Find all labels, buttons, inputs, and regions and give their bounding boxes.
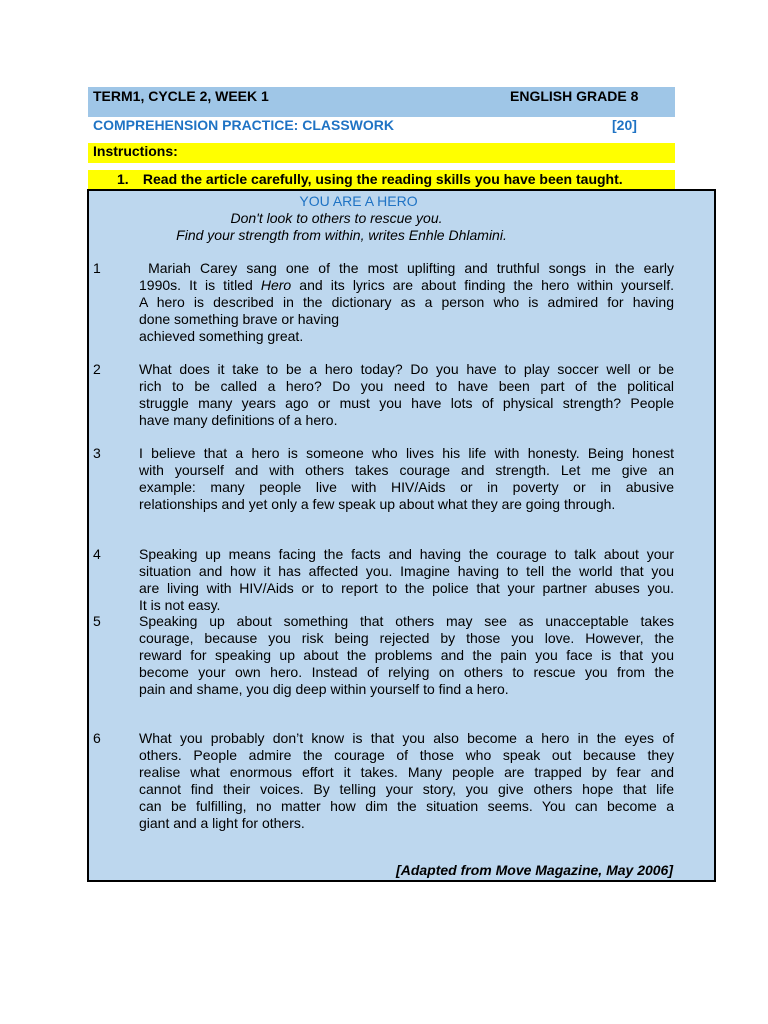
instruction-text: Read the article carefully, using the reading skills you have been taught. <box>142 171 623 187</box>
paragraph-line: have many definitions of a hero. <box>139 412 338 428</box>
paragraph-text <box>139 730 674 832</box>
paragraph-line: Speaking up means facing the facts and having the courage to talk about your <box>139 546 674 562</box>
paragraph-line: I believe that a hero is someone who lives his life with honesty. Being honest <box>139 445 674 461</box>
instructions-label: Instructions: <box>93 143 178 159</box>
paragraph-line: realise what enormous effort it takes. Many people are trapped by fear and <box>139 764 674 780</box>
paragraph-line: pain and shame, you dig deep within yourself to find a hero. <box>139 681 509 697</box>
paragraph-text <box>139 260 674 345</box>
paragraph-text <box>139 445 674 513</box>
subject-label: ENGLISH GRADE 8 <box>510 88 639 104</box>
paragraph-line: Mariah Carey sang one of the most uplifting and truthful songs in the early <box>139 260 674 276</box>
paragraph-number: 6 <box>93 730 101 746</box>
article-title: YOU ARE A HERO <box>299 193 418 209</box>
paragraph-line: A hero is described in the dictionary as a person who is admired for having <box>139 294 674 310</box>
paragraph-line: example: many people live with HIV/Aids or in poverty or in abusive <box>139 479 674 495</box>
paragraph-line: 1990s. It is titled Hero and its lyrics are about finding the hero within yourself. <box>139 277 674 293</box>
term-label: TERM1, CYCLE 2, WEEK 1 <box>93 88 269 104</box>
instruction-number: 1. <box>117 171 129 187</box>
practice-label: COMPREHENSION PRACTICE: CLASSWORK <box>93 117 395 133</box>
paragraph-line: cannot find their voices. By telling your story, you give others hope that life <box>139 781 674 797</box>
paragraph-number: 2 <box>93 361 101 377</box>
article-attribution: [Adapted from Move Magazine, May 2006] <box>396 862 673 878</box>
paragraph-line: done something brave or having <box>139 311 340 327</box>
paragraph-line: achieved something great. <box>139 328 304 344</box>
paragraph-number: 4 <box>93 546 101 562</box>
paragraph-line: relationships and yet only a few speak up about what they are going through. <box>139 496 616 512</box>
paragraph-text <box>139 361 674 429</box>
article-byline: Find your strength from within, writes Enhle Dhlamini. <box>176 227 507 243</box>
paragraph-line: others. People admire the courage of those who speak out because they <box>139 747 674 763</box>
instruction-item <box>88 170 675 190</box>
article-box <box>87 189 716 882</box>
paragraph-number: 1 <box>93 260 101 276</box>
paragraph-line: with yourself and with others takes courage and strength. Let me give an <box>139 462 674 478</box>
paragraph-line: It is not easy. <box>139 597 221 613</box>
paragraph-line: reward for speaking up about the problems and the pain you face is that you <box>139 647 674 663</box>
paragraph-line: What does it take to be a hero today? Do you have to play soccer well or be <box>139 361 674 377</box>
paragraph-line: What you probably don’t know is that you also become a hero in the eyes of <box>139 730 674 746</box>
paragraph-line: struggle many years ago or must you have lots of physical strength? People <box>139 395 674 411</box>
article-subtitle: Don't look to others to rescue you. <box>230 210 443 226</box>
paragraph-line: giant and a light for others. <box>139 815 305 831</box>
header-row-term <box>88 87 675 117</box>
paragraph-text <box>139 546 674 614</box>
header-row-practice <box>88 117 675 142</box>
paragraph-line: become your own hero. Instead of relying on others to rescue you from the <box>139 664 674 680</box>
paragraph-line: can be fulfilling, no matter how dim the situation seems. You can become a <box>139 798 674 814</box>
paragraph-line: courage, because you risk being rejected by those you love. However, the <box>139 630 674 646</box>
paragraph-line: situation and how it has affected you. Imagine having to tell the world that you <box>139 563 674 579</box>
paragraph-line: are living with HIV/Aids or to report to the police that your partner abuses you. <box>139 580 674 596</box>
paragraph-number: 3 <box>93 445 101 461</box>
instructions-heading <box>88 143 675 163</box>
paragraph-line: rich to be called a hero? Do you need to have been part of the political <box>139 378 674 394</box>
paragraph-text <box>139 613 674 698</box>
marks-label: [20] <box>612 117 637 133</box>
paragraph-line: Speaking up about something that others may see as unacceptable takes <box>139 613 674 629</box>
song-title: Hero <box>260 277 292 293</box>
paragraph-number: 5 <box>93 613 101 629</box>
